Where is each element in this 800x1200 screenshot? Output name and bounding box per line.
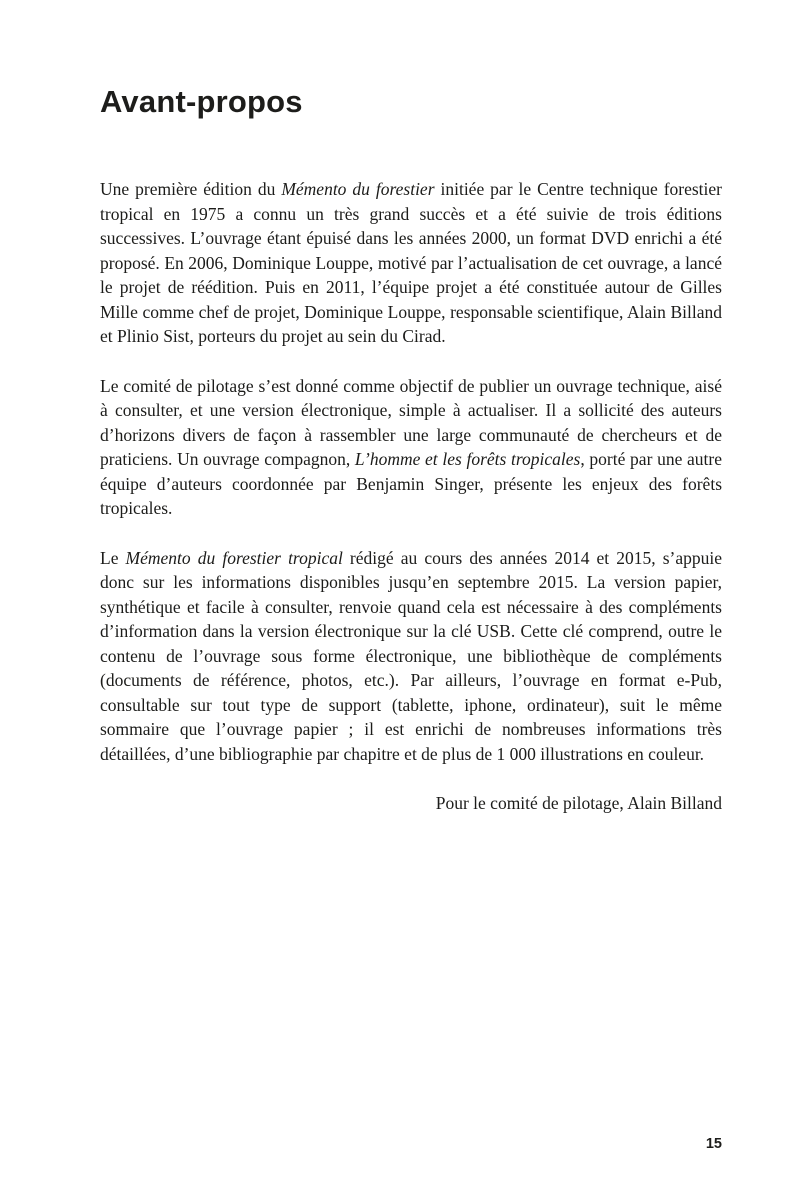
text-run: initiée par le Centre technique forestier tropical en 1975 a connu un très grand succès et a été suivie de trois éditions successives. L’ouvrage étant épuisé dans les années 2000, un format DVD enrichi a été proposé. En 2006, Dominique Louppe, motivé par l’actualisation de cet ouvrage, a lancé le projet de réédition. Puis en 2011, l’équipe projet a été constituée autour de Gilles Mille comme chef de projet, Dominique Louppe, responsable scientifique, Alain Billand et Plinio Sist, porteurs du projet au sein du Cirad.: [100, 179, 722, 346]
paragraph: [100, 374, 722, 521]
text-run: Le: [100, 547, 126, 568]
text-run: Le comité de pilotage s’est donné comme objectif de publier un ouvrage technique, aisé à consulter, et une version électronique, simple à actualiser. Il a sollicité des auteurs d’horizons divers de façon à rassembler une large communauté de chercheurs et de praticiens. Un ouvrage compagnon,: [100, 375, 722, 469]
page-title: Avant-propos: [100, 84, 303, 119]
text-run: rédigé au cours des années 2014 et 2015, s’appuie donc sur les informations disponibles jusqu’en septembre 2015. La version papier, synthétique et facile à consulter, renvoie quand cela est nécessaire à des compléments d’information dans la version électronique sur la clé USB. Cette clé comprend, outre le contenu de l’ouvrage sous forme électronique, une bibliothèque de compléments (documents de référence, photos, etc.). Par ailleurs, l’ouvrage en format e-Pub, consultable sur tout type de support (tablette, iphone, ordinateur), suit le même sommaire que l’ouvrage papier ; il est enrichi de nombreuses informations très détaillées, d’une bibliographie par chapitre et de plus de 1 000 illustrations en couleur.: [100, 547, 722, 764]
page-number: 15: [705, 1136, 722, 1152]
paragraph: [100, 177, 722, 349]
text-run: Une première édition du: [100, 179, 282, 199]
paragraph: [100, 546, 722, 767]
body-paragraphs: [100, 177, 722, 766]
text-run: , porté par une autre équipe d’auteurs coordonnée par Benjamin Singer, présente les enjeux des forêts tropicales.: [100, 449, 722, 518]
italic-text-run: Mémento du forestier: [281, 179, 435, 199]
italic-text-run: Mémento du forestier tropical: [125, 547, 343, 568]
signature-line: Pour le comité de pilotage, Alain Billand: [435, 793, 722, 813]
italic-text-run: L’homme et les forêts tropicales: [354, 449, 581, 469]
